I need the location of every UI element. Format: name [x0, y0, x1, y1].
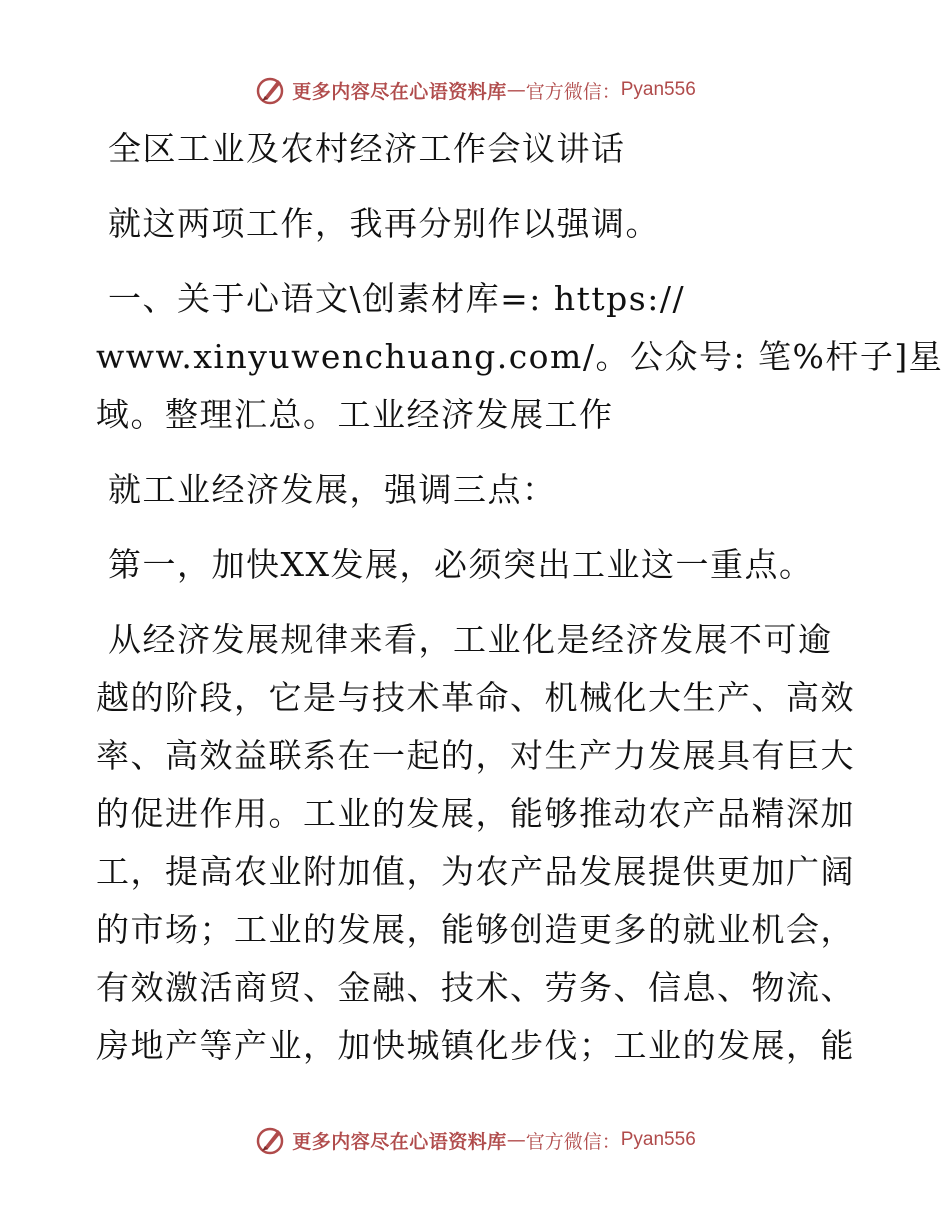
document-body [96, 120, 944, 1075]
banner-dash: — [506, 79, 526, 101]
banner-wechat-id: Pyan556 [620, 1129, 696, 1150]
section-heading-line: 域。整理汇总。工业经济发展工作 [96, 395, 614, 434]
body-line: 越的阶段，它是与技术革命、机械化大生产、高效 [96, 678, 855, 717]
document-title: 全区工业及农村经济工作会议讲话 [108, 129, 626, 168]
body-paragraph [96, 611, 856, 1075]
body-line: 房地产等产业，加快城镇化步伐；工业的发展，能 [96, 1026, 855, 1065]
quill-pen-logo-icon [254, 1124, 286, 1156]
lead-paragraph: 就工业经济发展，强调三点： [108, 470, 557, 509]
section-heading [96, 270, 944, 444]
banner-slogan: 更多内容尽在心语资料库 [292, 1130, 507, 1153]
section-heading-line: 一、关于心语文\创素材库=: https:// [108, 279, 686, 318]
body-line: 的促进作用。工业的发展，能够推动农产品精深加 [96, 794, 855, 833]
section-heading-line: www.xinyuwenchuang.com/。公众号: 笔%杆子]星 [96, 337, 944, 376]
banner-dash: — [506, 1129, 526, 1151]
banner-wechat-label: 官方微信： [525, 1130, 621, 1153]
point-one-heading: 第一，加快XX发展，必须突出工业这一重点。 [108, 545, 814, 584]
quill-pen-logo-icon [254, 74, 286, 106]
banner-wechat-id: Pyan556 [620, 79, 696, 100]
body-line: 工，提高农业附加值，为农产品发展提供更加广阔 [96, 852, 855, 891]
footer-watermark-banner [0, 1120, 950, 1160]
body-line: 率、高效益联系在一起的，对生产力发展具有巨大 [96, 736, 855, 775]
body-line: 从经济发展规律来看，工业化是经济发展不可逾 [108, 620, 833, 659]
header-watermark-banner [0, 70, 950, 110]
body-line: 的市场；工业的发展，能够创造更多的就业机会， [96, 910, 855, 949]
body-line: 有效激活商贸、金融、技术、劳务、信息、物流、 [96, 968, 855, 1007]
banner-wechat-label: 官方微信： [525, 80, 621, 103]
banner-slogan: 更多内容尽在心语资料库 [292, 80, 507, 103]
intro-paragraph: 就这两项工作，我再分别作以强调。 [108, 204, 660, 243]
